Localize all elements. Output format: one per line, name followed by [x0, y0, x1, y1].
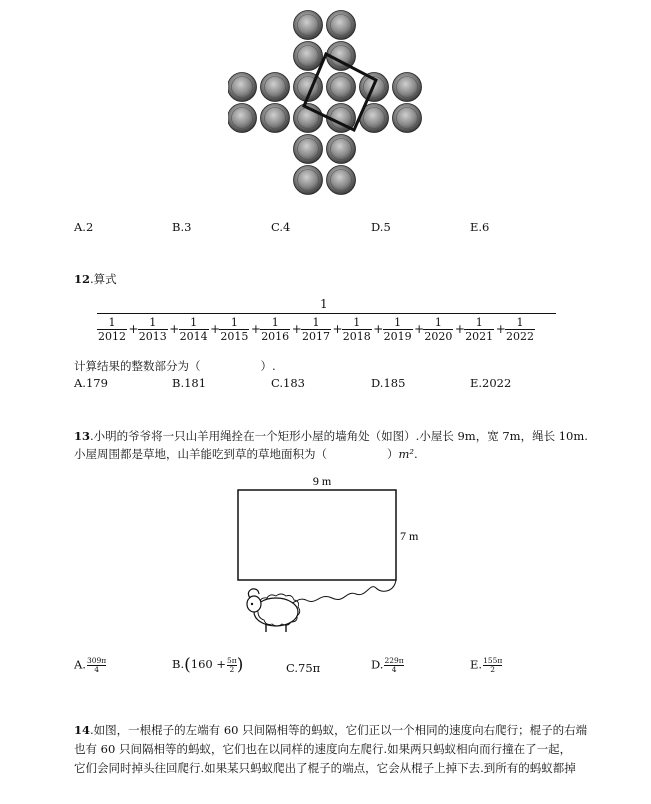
plus-sign: +: [495, 322, 506, 336]
width-label: 9 m: [312, 474, 332, 488]
term-denominator: 2016: [261, 330, 290, 343]
q13-option-b[interactable]: [172, 655, 243, 675]
term-numerator: 1: [353, 316, 361, 329]
q12-term-fraction: [505, 317, 535, 343]
term-numerator: 1: [475, 316, 483, 329]
term-numerator: 1: [190, 316, 198, 329]
q12-denominator-sum: [97, 317, 557, 341]
numerator: 5π: [227, 655, 237, 665]
right-paren: ): [236, 655, 244, 675]
coin: [261, 73, 290, 102]
q12-number: 12: [74, 272, 91, 286]
q12-term-fraction: [464, 317, 494, 343]
q13-option-d[interactable]: [371, 657, 404, 674]
term-numerator: 1: [394, 316, 402, 329]
house-rectangle: [238, 490, 396, 580]
height-label: 7 m: [400, 529, 419, 543]
q12-option-a[interactable]: A.179: [74, 376, 108, 390]
plus-sign: +: [291, 322, 302, 336]
rope-line: [290, 580, 396, 604]
term-numerator: 1: [434, 316, 442, 329]
q12-main-fraction-bar: [97, 313, 556, 314]
q12-option-b[interactable]: B.181: [172, 376, 207, 390]
coin: [393, 73, 422, 102]
coin: [294, 11, 323, 40]
q13-line-1: [74, 428, 588, 444]
term-numerator: 1: [312, 316, 320, 329]
coin: [327, 73, 356, 102]
term-denominator: 2017: [302, 330, 330, 343]
coin-grid-figure: [228, 8, 428, 204]
q13-unit: m²: [398, 447, 415, 461]
q13-line-2: [74, 446, 418, 462]
q12-option-c[interactable]: C.183: [271, 376, 305, 390]
q13-number: 13: [74, 429, 91, 443]
term-denominator: 2013: [138, 330, 167, 343]
denominator: 4: [87, 665, 106, 674]
q14-line-1: [74, 722, 587, 738]
plus-sign: +: [454, 322, 465, 336]
q12-question-start: 计算结果的整数部分为（: [74, 359, 201, 373]
q13-option-d-prefix: D.: [371, 657, 384, 672]
term-denominator: 2020: [424, 330, 453, 343]
term-denominator: 2012: [98, 330, 126, 343]
q12-question-end: ）.: [260, 359, 276, 373]
q11-option-d[interactable]: D.5: [371, 220, 391, 234]
plus-sign: +: [373, 322, 384, 336]
q13-option-a-fraction: [87, 657, 106, 674]
plus-sign: +: [332, 322, 343, 336]
goat-drawing: [247, 589, 300, 632]
plus-sign: +: [128, 322, 139, 336]
q12-term-fraction: [342, 317, 372, 343]
q12-main-numerator: 1: [320, 297, 328, 311]
q11-option-e[interactable]: E.6: [470, 220, 490, 234]
q11-option-c[interactable]: C.4: [271, 220, 291, 234]
q14-line-1-text: .如图，一根棍子的左端有 60 只间隔相等的蚂蚁，它们正以一个相同的速度向右爬行；棍子的右端: [90, 723, 588, 737]
q13-option-e-fraction: [483, 657, 502, 674]
q12-term-fraction: [383, 317, 413, 343]
left-paren: (: [184, 655, 191, 675]
numerator: 229π: [384, 656, 404, 665]
q13-option-b-text: 160 +: [190, 657, 226, 671]
term-denominator: 2015: [220, 330, 249, 343]
term-numerator: 1: [516, 316, 524, 329]
term-numerator: 1: [108, 316, 116, 329]
plus-sign: +: [250, 322, 261, 336]
coin: [294, 135, 323, 164]
q13-option-d-fraction: [384, 657, 403, 674]
q13-option-e-prefix: E.: [470, 657, 483, 672]
q13-line-1-text: .小明的爷爷将一只山羊用绳拴在一个矩形小屋的墙角处（如图）.小屋长 9m，宽 7m，绳长 10m.: [90, 429, 588, 443]
q12-heading: [74, 271, 117, 287]
q13-line-2-paren: ）: [387, 447, 399, 461]
term-denominator: 2021: [465, 330, 494, 343]
q13-house-goat-figure: [236, 472, 426, 642]
term-numerator: 1: [271, 316, 279, 329]
q13-option-b-fraction: [227, 657, 237, 674]
term-numerator: 1: [230, 316, 238, 329]
q13-line-2-start: 小屋周围都是草地，山羊能吃到草的草地面积为（: [74, 447, 327, 461]
q12-term-fraction: [301, 317, 331, 343]
denominator: 4: [384, 665, 403, 674]
plus-sign: +: [210, 322, 221, 336]
q11-option-a[interactable]: A.2: [74, 220, 94, 234]
plus-sign: +: [169, 322, 180, 336]
term-denominator: 2018: [342, 330, 371, 343]
q13-option-c[interactable]: C.75π: [286, 661, 321, 675]
q13-option-a[interactable]: [74, 657, 106, 674]
q12-term-fraction: [179, 317, 209, 343]
term-denominator: 2022: [506, 330, 534, 343]
q12-question: [74, 358, 276, 374]
coin: [327, 166, 356, 195]
coin: [294, 166, 323, 195]
coin: [261, 104, 290, 133]
coin: [294, 42, 323, 71]
q13-option-b-prefix: B.: [172, 657, 185, 671]
q12-term-fraction: [219, 317, 249, 343]
coin: [393, 104, 422, 133]
q14-line-3: 它们会同时掉头往回爬行.如果某只蚂蚁爬出了棍子的端点，它会从棍子上掉下去.到所有的蚂蚁都掉: [74, 761, 576, 775]
q14-line-2: 也有 60 只间隔相等的蚂蚁，它们也在以同样的速度向左爬行.如果两只蚂蚁相向而行撞在了一起，: [74, 742, 572, 756]
q12-option-d[interactable]: D.185: [371, 376, 406, 390]
coin: [327, 135, 356, 164]
q12-term-fraction: [138, 317, 168, 343]
numerator: 309π: [86, 656, 107, 665]
numerator: 155π: [483, 656, 503, 665]
coin: [327, 11, 356, 40]
term-denominator: 2019: [383, 330, 412, 343]
plus-sign: +: [414, 322, 425, 336]
q14-number: 14: [74, 723, 91, 737]
denominator: 2: [483, 665, 502, 674]
q12-term-fraction: [423, 317, 453, 343]
q12-term-fraction: [260, 317, 290, 343]
q12-option-e[interactable]: E.2022: [470, 376, 512, 390]
denominator: 2: [227, 665, 237, 674]
q12-term-fraction: [97, 317, 127, 343]
q13-option-a-prefix: A.: [74, 657, 86, 672]
q13-option-e[interactable]: [470, 657, 502, 674]
term-numerator: 1: [149, 316, 157, 329]
q11-option-b[interactable]: B.3: [172, 220, 192, 234]
q13-line-2-end: .: [414, 447, 418, 461]
q12-heading-text: .算式: [90, 272, 117, 286]
term-denominator: 2014: [179, 330, 208, 343]
